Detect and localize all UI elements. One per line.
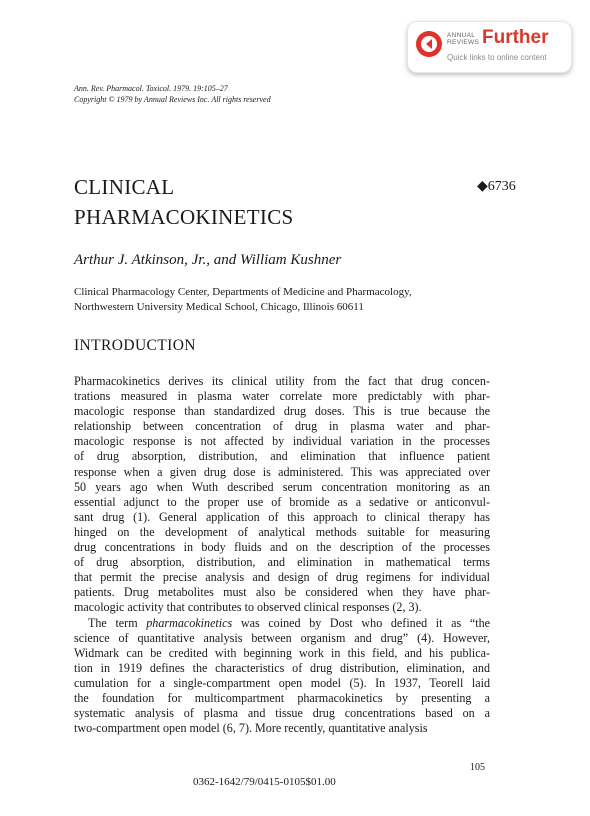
text-run: The term: [88, 615, 147, 630]
body-line: systematic analysis of plasma and tissue drug concentrations based on a: [74, 706, 490, 721]
body-line: Pharmacokinetics derives its clinical utility from the fact that drug concen-: [74, 374, 490, 388]
further-badge[interactable]: [407, 21, 572, 73]
journal-citation: [74, 83, 271, 105]
body-line: relationship between concentration of drug in plasma water and phar-: [74, 419, 490, 434]
annual-reviews-wordmark: ANNUAL REVIEWS: [447, 32, 480, 46]
title-line-1: CLINICAL: [74, 175, 175, 199]
text-run: was coined by Dost who defined it as “the: [232, 615, 490, 630]
article-code: ◆6736: [477, 179, 516, 194]
body-line: of drug absorption, distribution, and elimination in mathematical terms: [74, 555, 490, 570]
body-line: macologic activity that contributes to observed clinical responses (2, 3).: [74, 600, 422, 615]
title-line-2: PHARMACOKINETICS: [74, 205, 294, 229]
body-line: cumulation for a single-compartment open model (5). In 1937, Teorell laid: [74, 675, 490, 690]
document-code: 0362-1642/79/0415-0105$01.00: [193, 776, 336, 788]
copyright-line: Copyright © 1979 by Annual Reviews Inc. All rights reserved: [74, 95, 271, 104]
body-line: trations measured in plasma water correlate more predictably with phar-: [74, 389, 490, 404]
body-line: hinged on the development of analytical methods suitable for measuring: [74, 524, 490, 539]
body-line: macologic response than standardized drug doses. This is true because the: [74, 404, 490, 419]
page-number: 105: [470, 762, 485, 773]
body-line: 50 years ago when Wuth described serum concentration monitoring as an: [74, 479, 490, 494]
body-line: Widmark can be credited with beginning work in this field, and his publica-: [74, 645, 490, 660]
body-line: science of quantitative analysis between organism and drug” (4). However,: [74, 630, 490, 645]
affiliation: [74, 285, 412, 315]
body-line: that permit the precise analysis and design of drug regimens for individual: [74, 570, 490, 585]
further-wordmark: Further: [482, 27, 549, 48]
body-line: drug concentrations in body fluids and on the description of the processes: [74, 540, 490, 555]
body-line: of drug absorption, distribution, and elimination that influence patient: [74, 449, 490, 464]
citation-line: Ann. Rev. Pharmacol. Toxicol. 1979. 19:105–27: [74, 84, 228, 93]
article-title: [74, 172, 294, 232]
play-icon: [416, 31, 442, 57]
body-line: macologic response is not affected by individual variation in the processes: [74, 434, 490, 449]
body-line: sant drug (1). General application of this approach to clinical therapy has: [74, 509, 490, 524]
badge-tagline: Quick links to online content: [447, 53, 547, 62]
body-line: two-compartment open model (6, 7). More recently, quantitative analysis: [74, 721, 428, 736]
body-line: [74, 616, 490, 631]
body-line: response when a given drug dose is administered. This was appreciated over: [74, 464, 490, 479]
affiliation-line-2: Northwestern University Medical School, Chicago, Illinois 60611: [74, 301, 364, 313]
body-line: tion in 1919 defines the characteristics of drug distribution, elimination, and: [74, 660, 490, 675]
body-line: the foundation for multicompartment pharmacokinetics by presenting a: [74, 690, 490, 705]
section-heading: INTRODUCTION: [74, 337, 196, 354]
body-line: patients. Drug metabolites must also be considered when they have phar-: [74, 585, 490, 600]
authors: Arthur J. Atkinson, Jr., and William Kushner: [74, 252, 342, 268]
body-line: essential adjunct to the proper use of bromide as a sedative or anticonvul-: [74, 494, 490, 509]
affiliation-line-1: Clinical Pharmacology Center, Departments of Medicine and Pharmacology,: [74, 286, 412, 298]
body-text: [74, 374, 490, 736]
italic-term: pharmacokinetics: [146, 615, 233, 630]
